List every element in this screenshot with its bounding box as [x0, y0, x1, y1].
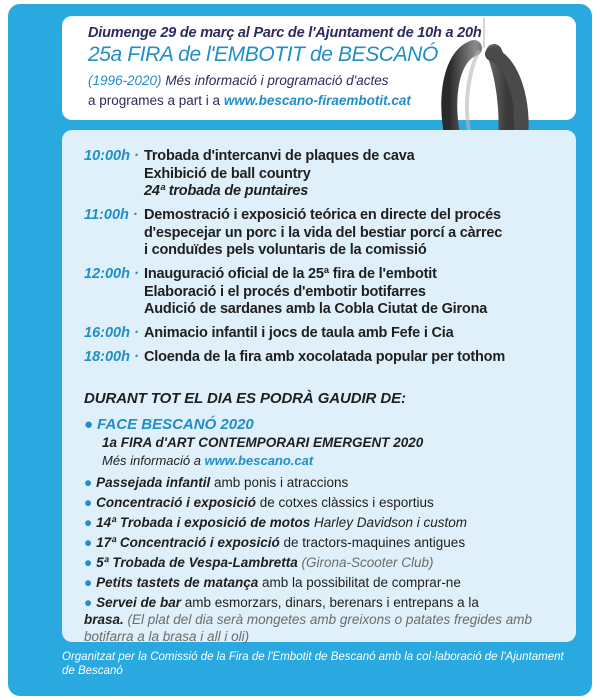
- bullet-icon: ●: [84, 535, 93, 550]
- program-line: Exhibició de ball country: [144, 165, 311, 182]
- item-text: amb esmorzars, dinars, berenars i entrepans a la: [180, 595, 479, 610]
- bullet-icon: ●: [84, 575, 93, 590]
- list-item: [84, 554, 564, 571]
- info-line: [88, 73, 388, 88]
- bullet-icon: ●: [84, 416, 94, 433]
- face-website-link[interactable]: www.bescano.cat: [204, 453, 314, 468]
- item-text: amb ponis i atraccions: [210, 475, 349, 490]
- item-text: de tractors-maquines antigues: [279, 535, 466, 550]
- bullet-icon: ●: [84, 515, 93, 530]
- program-entry: [84, 148, 414, 201]
- item-bold: Servei de bar: [96, 595, 181, 610]
- item-bold: brasa.: [84, 612, 124, 627]
- poster: [8, 4, 592, 696]
- bullet-icon: ●: [84, 555, 93, 570]
- program-line: Inauguració oficial de la 25ª fira de l'embotit: [144, 266, 437, 282]
- footer-text: Organitzat per la Comissió de la Fira de l'Embotit de Bescanó amb la col·laboració de l'Ajuntament de Bescanó: [62, 651, 564, 677]
- program-line: Demostració i exposició teórica en directe del procés: [144, 207, 501, 223]
- face-title: [84, 416, 254, 433]
- face-subtitle: 1a FIRA d'ART CONTEMPORARI EMERGENT 2020: [102, 435, 424, 450]
- program-entry: [84, 325, 453, 343]
- item-bold: 5ª Trobada de Vespa-Lambretta: [96, 555, 298, 570]
- list-item: [84, 474, 564, 491]
- item-bold: 14ª Trobada i exposició de motos: [96, 515, 311, 530]
- program-time: 16:00h ·: [84, 325, 139, 341]
- program-time: 11:00h ·: [84, 207, 138, 223]
- program-entry: [84, 266, 487, 319]
- item-grey-text: (El plat del dia serà mongetes amb greixons o patates fregides amb botifarra a la brasa i all i oli): [84, 612, 533, 644]
- face-info: [102, 453, 313, 468]
- item-text: de cotxes clàssics i esportius: [255, 495, 434, 510]
- item-text: amb la possibilitat de comprar-ne: [258, 575, 461, 590]
- program-text: [144, 266, 487, 319]
- program-line: Audició de sardanes amb la Cobla Ciutat de Girona: [144, 301, 488, 317]
- bullet-icon: ●: [84, 495, 93, 510]
- list-item: [84, 514, 564, 531]
- list-item: [84, 534, 564, 551]
- bullet-icon: ●: [84, 475, 93, 490]
- program-time: 12:00h ·: [84, 266, 139, 282]
- list-item: [84, 494, 564, 511]
- item-grey-text: (Girona-Scooter Club): [297, 555, 434, 570]
- face-info-text: Més informació a: [102, 453, 205, 468]
- program-time: 18:00h ·: [84, 349, 139, 365]
- program-line: Cloenda de la fira amb xocolatada popular per tothom: [144, 349, 506, 365]
- event-date-line: Diumenge 29 de març al Parc de l'Ajuntament de 10h a 20h: [88, 25, 482, 41]
- program-line: Animacio infantil i jocs de taula amb Fefe i Cia: [144, 325, 454, 341]
- info-text: Més informació i programació d'actes: [161, 73, 389, 88]
- program-entry: [84, 349, 505, 367]
- item-bold: Petits tastets de matança: [96, 575, 259, 590]
- face-title-text: FACE BESCANÓ 2020: [97, 416, 254, 433]
- program-text: [144, 148, 414, 201]
- bullet-icon: ●: [84, 595, 93, 610]
- program-text: [144, 207, 502, 260]
- program-line: d'especejar un porc i la vida del bestiar porcí a càrrec: [144, 224, 503, 241]
- programs-text: a programes a part i a: [88, 93, 224, 108]
- programs-line: [88, 93, 411, 108]
- program-box: [62, 130, 576, 642]
- website-link[interactable]: www.bescano-firaembotit.cat: [223, 93, 411, 108]
- program-line: Elaboració i el procés d'embotir botifarres: [144, 283, 426, 300]
- all-day-heading: DURANT TOT EL DIA ES PODRÀ GAUDIR DE:: [84, 390, 406, 407]
- list-item-continued: [84, 611, 544, 645]
- program-entry: [84, 207, 502, 260]
- item-bold: Passejada infantil: [96, 475, 211, 490]
- list-item: [84, 594, 564, 611]
- item-bold: Concentració i exposició: [96, 495, 256, 510]
- program-line: Trobada d'intercanvi de plaques de cava: [144, 148, 415, 164]
- list-item: [84, 574, 564, 591]
- item-text: Harley Davidson i custom: [310, 515, 468, 530]
- program-time: 10:00h ·: [84, 148, 139, 164]
- program-line: i conduïdes pels voluntaris de la comissió: [144, 242, 427, 258]
- item-bold: 17ª Concentració i exposició: [96, 535, 280, 550]
- fair-title: 25a FIRA de l'EMBOTIT de BESCANÓ: [88, 43, 438, 66]
- program-line: 24ª trobada de puntaires: [144, 183, 309, 199]
- years-text: (1996-2020): [88, 73, 162, 88]
